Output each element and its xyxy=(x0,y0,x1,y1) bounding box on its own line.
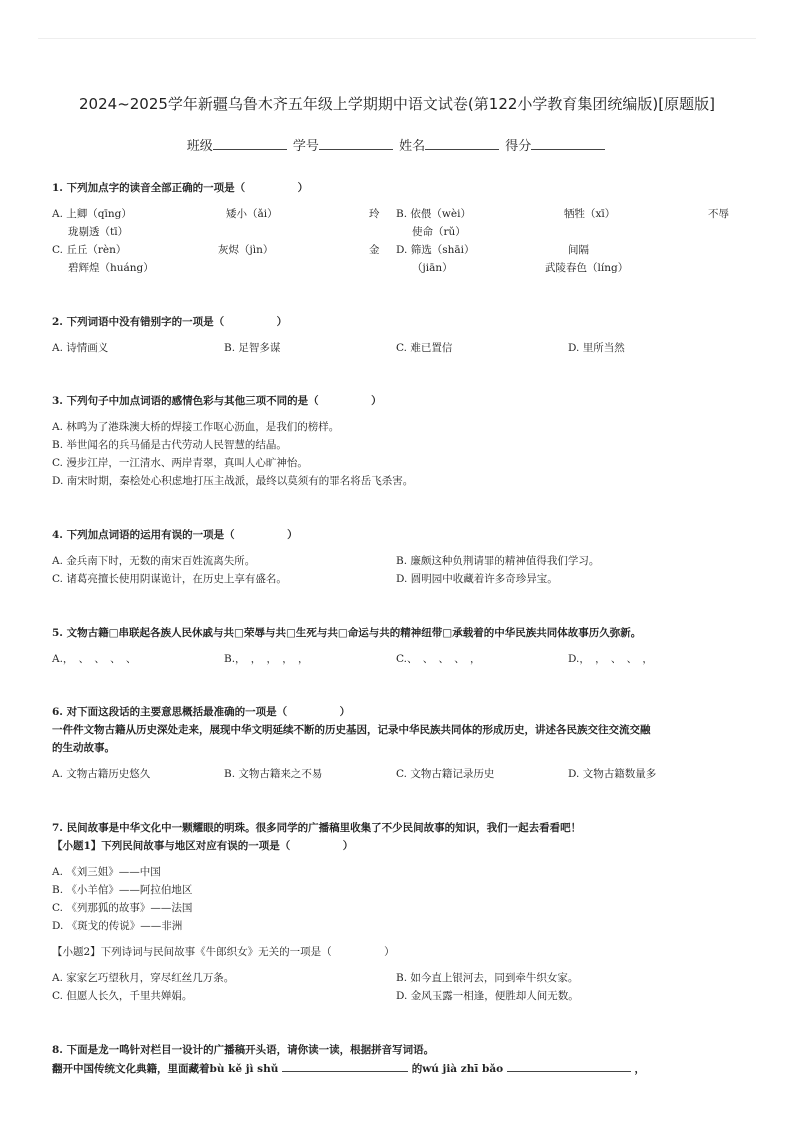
student-id-label: 学号 xyxy=(292,139,319,154)
q1-option-d-word2: 间隔 xyxy=(568,244,589,256)
name-label: 姓名 xyxy=(399,139,426,154)
q1-option-b-cont: 使命（rǔ） xyxy=(412,226,466,238)
q6-option-a: A. 文物古籍历史悠久 xyxy=(52,768,151,780)
q3-option-b: B. 举世闻名的兵马俑是古代劳动人民智慧的结晶。 xyxy=(52,439,287,451)
q8-fill-line xyxy=(52,1060,645,1076)
page-title: 2024~2025学年新疆乌鲁木齐五年级上学期期中语文试卷(第122小学教育集团统编版)[原题版] xyxy=(79,95,715,113)
q2-option-a: A. 诗情画义 xyxy=(52,342,109,354)
q7-sub2-option-c: C. 但愿人长久，千里共婵娟。 xyxy=(52,990,193,1002)
q8-pinyin-2: wú jià zhī bǎo xyxy=(422,1063,504,1075)
q7-sub1-option-a: A. 《刘三姐》——中国 xyxy=(52,866,161,878)
q7-subquestion-1: 【小题1】下列民间故事与地区对应有误的一项是（ ） xyxy=(52,840,354,852)
question-2-stem: 2. 下列词语中没有错别字的一项是（ ） xyxy=(52,316,288,328)
q6-option-d: D. 文物古籍数量多 xyxy=(568,768,657,780)
q5-option-d: D.， ， 、 、 ， xyxy=(568,653,653,665)
q3-option-a: A. 林鸣为了港珠澳大桥的焊接工作呕心沥血，是我们的榜样。 xyxy=(52,421,340,433)
q1-option-b-word2: 牺牲（xī） xyxy=(564,208,616,220)
q4-option-b: B. 廉颇这种负荆请罪的精神值得我们学习。 xyxy=(396,555,600,567)
q7-subquestion-2: 【小题2】下列诗词与民间故事《牛郎织女》无关的一项是（ ） xyxy=(52,946,395,958)
q7-sub1-option-c: C. 《列那狐的故事》——法国 xyxy=(52,902,193,914)
student-id-blank[interactable] xyxy=(319,137,393,150)
question-6-stem: 6. 对下面这段话的主要意思概括最准确的一项是（ ） xyxy=(52,706,351,718)
q7-sub1-option-d: D. 《斑戈的传说》——非洲 xyxy=(52,920,183,932)
q8-answer-blank-2[interactable] xyxy=(507,1060,631,1072)
q6-option-c: C. 文物古籍记录历史 xyxy=(396,768,495,780)
q7-sub2-option-b: B. 如今直上银河去，同到牵牛织女家。 xyxy=(396,972,579,984)
name-blank[interactable] xyxy=(425,137,499,150)
q6-passage-line-1: 一件件文物古籍从历史深处走来，展现中华文明延续不断的历史基因，记录中华民族共同体的形成历史，讲述各民族交往交流交融 xyxy=(52,724,651,736)
q8-pinyin-1: bù kě jì shǔ xyxy=(209,1063,279,1075)
q1-option-a-word2: 矮小（ǎi） xyxy=(226,208,278,220)
top-divider xyxy=(38,38,756,39)
q1-option-c-cont: 碧辉煌（huáng） xyxy=(68,262,154,274)
q8-answer-blank-1[interactable] xyxy=(282,1060,408,1072)
q1-option-c: C. 丘丘（rèn） xyxy=(52,244,127,256)
q1-option-a: A. 上卿（qīng） xyxy=(52,208,132,220)
score-blank[interactable] xyxy=(531,137,605,150)
q2-option-b: B. 足智多谋 xyxy=(224,342,281,354)
q2-option-d: D. 里所当然 xyxy=(568,342,625,354)
question-7-stem: 7. 民间故事是中华文化中一颗耀眼的明珠。很多同学的广播稿里收集了不少民间故事的知识，我们一起去看看吧！ xyxy=(52,822,582,834)
q2-option-c: C. 难已置信 xyxy=(396,342,453,354)
q1-option-d-cont: （jiān） xyxy=(412,262,453,274)
q8-connector: 的 xyxy=(411,1063,423,1075)
q6-passage-line-2: 的生动故事。 xyxy=(52,742,115,754)
q1-option-b-word3: 不辱 xyxy=(708,208,729,220)
q7-sub2-option-d: D. 金风玉露一相逢，便胜却人间无数。 xyxy=(396,990,579,1002)
q3-option-c: C. 漫步江岸，一江清水、两岸青翠，真叫人心旷神怡。 xyxy=(52,457,308,469)
q7-sub2-option-a: A. 家家乞巧望秋月，穿尽红丝几万条。 xyxy=(52,972,235,984)
q3-option-d: D. 南宋时期，秦桧处心积虑地打压主战派，最终以莫须有的罪名将岳飞杀害。 xyxy=(52,475,414,487)
q1-option-b: B. 依偎（wèi） xyxy=(396,208,471,220)
q1-option-d: D. 筛选（shāi） xyxy=(396,244,475,256)
q5-option-c: C.、 、 、 、 ， xyxy=(396,653,481,665)
q4-option-a: A. 金兵南下时，无数的南宋百姓流离失所。 xyxy=(52,555,256,567)
q1-option-a-word3: 玲 xyxy=(369,208,380,220)
question-5-stem: 5. 文物古籍□串联起各族人民休戚与共□荣辱与共□生死与共□命运与共的精神纽带□承载着的中华民族共同体故事历久弥新。 xyxy=(52,627,642,639)
q8-line-end: ， xyxy=(634,1063,645,1075)
question-3-stem: 3. 下列句子中加点词语的感情色彩与其他三项不同的是（ ） xyxy=(52,395,382,407)
student-info-row xyxy=(0,135,794,154)
class-blank[interactable] xyxy=(213,137,287,150)
q8-line-prefix: 翻开中国传统文化典籍，里面藏着 xyxy=(52,1063,210,1075)
q5-option-b: B.， ， ， ， ， xyxy=(224,653,309,665)
question-8-stem: 8. 下面是龙一鸣针对栏目一设计的广播稿开头语，请你读一读，根据拼音写词语。 xyxy=(52,1044,435,1056)
q5-option-a: A.， 、 、 、 、 xyxy=(52,653,137,665)
score-label: 得分 xyxy=(505,139,532,154)
question-4-stem: 4. 下列加点词语的运用有误的一项是（ ） xyxy=(52,529,298,541)
q1-option-c-word2: 灰烬（jìn） xyxy=(218,244,274,256)
question-1-stem: 1. 下列加点字的读音全部正确的一项是（ ） xyxy=(52,182,309,194)
q1-option-a-cont: 珑剔透（tī） xyxy=(68,226,129,238)
q6-option-b: B. 文物古籍来之不易 xyxy=(224,768,323,780)
q7-sub1-option-b: B. 《小羊倌》——阿拉伯地区 xyxy=(52,884,193,896)
class-label: 班级 xyxy=(186,139,213,154)
q1-option-c-word3: 金 xyxy=(369,244,380,256)
q1-option-d-word3: 武陵春色（líng） xyxy=(545,262,629,274)
q4-option-d: D. 圆明园中收藏着许多奇珍异宝。 xyxy=(396,573,558,585)
q4-option-c: C. 诸葛亮擅长使用阴谋诡计，在历史上享有盛名。 xyxy=(52,573,287,585)
